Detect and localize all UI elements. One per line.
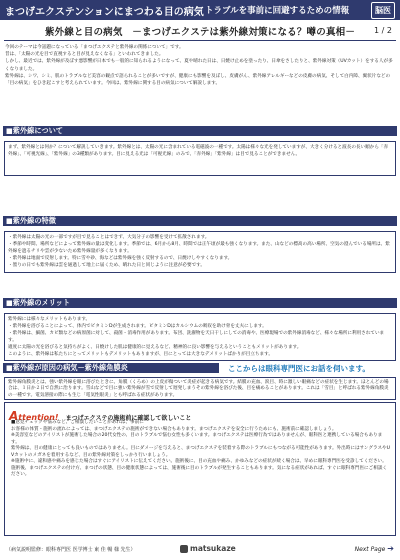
section-header-about: ■紫外線について: [3, 126, 397, 136]
brand-logo: [180, 544, 236, 553]
next-page-label: Next Page: [354, 546, 386, 553]
about-text: まず、紫外線とは何か？について解説していきます。紫外線とは、太陽の光に含まれている電磁波の一種です。太陽は様々な光を発していますが、大きく分けると波長の長い順から「赤外線」、「可視光線」、「紫外線」の3種類があります。目に見える光は「可視光線」のみで、「赤外線」「紫外線」は目で見ることができません。: [8, 145, 389, 158]
feature-item: ・季節や時間、場所などによって紫外線の量は変化します。季節では、6月から8月、時間では正午頃が最も強くなります。また、山などの標高の高い場所、空気の澄んでいる場所は、紫外線を遮るチリや雲が少ないため紫外線量が多くなります。: [8, 242, 390, 255]
intro-line: 昔は、「太陽の光を目で直視すると目が見えなくなる」といわれてきました。: [5, 52, 164, 58]
arrow-right-icon: ➔: [387, 544, 394, 553]
attention-item: ※美容室などのアイリストが施術した場合の20代女性の、目のトラブルで悩む女性も多くいます。まつげエクステは医療行為ではありませんが、眼科医と連携している場合もあります。: [11, 433, 383, 445]
features-box: [4, 231, 396, 273]
header-bar: [0, 0, 400, 20]
next-page-link[interactable]: [355, 544, 394, 553]
attention-item: ■意見チェックや悩みなど、ご相談したいことがあれば、事前に: [11, 420, 144, 425]
page-title: 紫外線と目の病気 －まつげエクステは紫外線対策になる？噂の真相－: [44, 27, 356, 38]
section-header-merits: ■紫外線のメリット: [3, 298, 397, 308]
attention-item: 紫外線は、目の健康にとっても良いものではありません。目にダメージを与えると、まつげエクステを装着する際のトラブルにもつながる可能性があります。外出時にはサングラスやUVカットのメガネを着用するなど、目の紫外線対策をしっかり行いましょう。: [11, 446, 391, 458]
feature-item: ・紫外線は太陽の光の一部ですが目で見ることはできず、大気分子の影響を受けて拡散されます。: [8, 235, 210, 240]
attention-body: [11, 420, 391, 479]
attention-item: ※施術中に、違和感や痛みを感じた場合はすぐにアイリストに伝えてください。施術後に、目の充血や痛み、かゆみなどの症状が続く場合は、早めに眼科専門医を受診してください。: [11, 459, 387, 464]
series-tagline: トラブルを事前に回避するための情報: [205, 6, 350, 16]
merit-item: 紫外線には様々なメリットもあります。: [8, 317, 91, 322]
merit-item: 適度に太陽の光を浴びると気持ちがよく、日焼けした肌は健康的に見えるなど、精神的に良い影響を与えるということもメリットがあります。: [8, 345, 302, 351]
attention-item: 施術後、まつげエクステの付け方、まつげの状態、目の健康状態によっては、施術後に目のトラブルが発生することもあります。気になる症状があれば、すぐに眼科専門医にご相談ください。: [11, 465, 388, 477]
intro-text: [5, 44, 395, 87]
disease-text: 紫外線角膜炎とは、強い紫外線を眼に浴びたときに、角膜（くろめ）の上皮が傷ついて炎症が起きる病気です。結膜の充血、涙目、時に激しい眼痛などの症状を生じます。ほとんどの場合は、１日か２日で自然に治ります。雪山などで目に強い紫外線が雪で反射して遅発しまうその紫外線を浴びた後、目を痛めることがあります。これは「雪目」と呼ばれる紫外線角膜炎の一種です。電気溶接の際にも生じ「電気性眼炎」とも呼ばれる症状があります。: [8, 380, 389, 398]
intro-line: しかし、最近では、紫外線が及ぼす悪影響が日本でも一般的に知られるようになって、夏や晴れた日は、日焼け止めを塗ったり、日傘をさしたりと、紫外線対策（UVカット）をする人が多くなりました。: [5, 59, 393, 72]
article-title-bar: [0, 22, 400, 40]
feature-item: ・曇りの日でも紫外線は雲を通過して地上に届くため、晴れた日と同じように注意が必要です。: [8, 263, 205, 269]
brand-name: matsukaze: [190, 544, 236, 553]
attention-word: ttention!: [18, 413, 59, 422]
page-footer: [0, 541, 400, 557]
attention-initial: A: [9, 409, 19, 423]
series-title: まつげエクステンションにまつわる目の病気: [5, 7, 204, 18]
page-number: 1 / 2: [374, 26, 392, 35]
merit-item: ・紫外線を浴びることによって、体内でビタミンDが生成されます。ビタミンDはカルシウムの吸収を助け骨を丈夫にします。: [8, 324, 267, 330]
about-box: [4, 141, 396, 176]
title-divider: [4, 40, 396, 41]
source-credit: （病気説明監修：眼科専門医 医学博士 東 佳 暢 様 先生）: [6, 547, 136, 553]
section-header-disease: ■紫外線が原因の病気－紫外線角膜炎: [3, 363, 219, 373]
merit-item: このように、紫外線は私たちにとってメリットもデメリットもありますが、目にとっては大きなデメリットばかりが目立ちます。: [8, 352, 273, 358]
brand-mark-icon: [180, 545, 188, 553]
attention-subtitle: まつげエクステの施術前に確認して欲しいこと: [65, 415, 192, 422]
publisher-logo: 脳医: [371, 2, 395, 19]
consult-note: ここからは眼科専門医にお話を伺います。: [228, 364, 370, 373]
attention-box: [4, 402, 396, 536]
feature-item: ・紫外線は地面で反射します。特に雪や砂、海などは紫外線を強く反射するので、日焼けしやすくなります。: [8, 256, 233, 262]
intro-line: 紫外線は、シワ、シミ、肌のトラブルなど美容の観点で語られることが多いですが、健康にも影響を及ぼし、皮膚がん、紫外線アレルギーなどの皮膚の病気、そして白内障、翼状片などの「目の病気」をひき起こすと考えられています。今回は、紫外線に関する目の病気について解説します。: [5, 73, 391, 87]
merits-box: [4, 313, 396, 361]
merit-item: ・紫外線は、細菌、カビ類などの病原菌に対して、殺菌・消毒作用があります。布団、洗濯物を天日干しにしての消毒や、医療現場での紫外線消毒など、様々な場所に利用されています。: [8, 331, 385, 344]
section-header-features: ■紫外線の特徴: [3, 216, 397, 226]
disease-box: [4, 377, 396, 400]
intro-line: 今回のテーマは今話題になっている「まつげエクステと紫外線の関係について」です。: [5, 45, 184, 50]
attention-item: お客様の体質・施術の流れによっては、まつげエクステの施術ができない場合もあります。まつげエクステを安全に行うためにも、施術前に確認しましょう。: [11, 426, 337, 432]
